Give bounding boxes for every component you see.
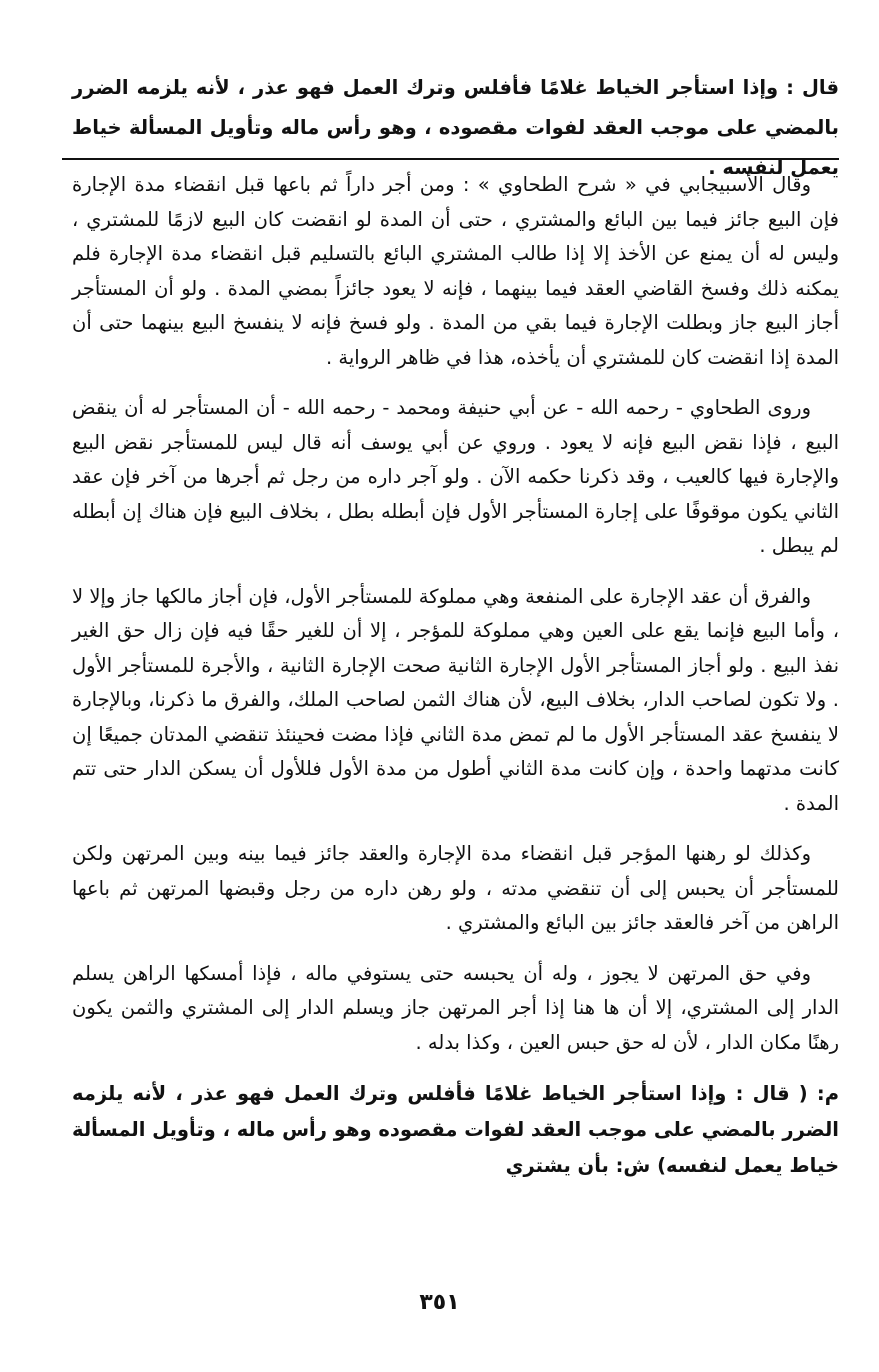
commentary-paragraph: والفرق أن عقد الإجارة على المنفعة وهي مملوكة للمستأجر الأول، فإن أجاز مالكها جاز وإلا لا ، وأما البيع فإنما يقع على العين وهي مملوكة للمؤجر ، إلا أن للغير حقًا فيه فإن زال حق الغير نفذ البيع . ولو أجاز المستأجر الأول الإجارة الثانية صحت الإجارة الثانية ، والأجرة للمستأجر الأول . ولا تكون لصاحب الدار، بخلاف البيع، لأن هناك الثمن لصاحب الملك، والفرق ما ذكرنا، وبالإجارة لا ينفسخ عقد المستأجر الأول ما لم تمض مدة الثاني فإذا مضت فحينئذ تنقضي المدتان جميعًا إن كانت مدتهما واحدة ، وإن كانت مدة الثاني أطول من مدة الأول فللأول أن يسكن الدار حتى تتم المدة . bbox=[72, 584, 839, 815]
page-number: ٣٥١ bbox=[419, 1290, 460, 1315]
commentary-paragraph: وروى الطحاوي - رحمه الله - عن أبي حنيفة ومحمد - رحمه الله - أن المستأجر له أن ينقض البيع ، فإذا نقض البيع فإنه لا يعود . وروي عن أبي يوسف أنه قال ليس للمستأجر نقض البيع والإجارة فيها كالعيب ، وقد ذكرنا حكمه الآن . ولو آجر داره من رجل ثم أجرها من آخر فإن عقد الثاني يكون موقوفًا على إجارة المستأجر الأول فإن أبطله بطل ، بخلاف البيع فإن هناك إن أبطله لم يبطل . bbox=[72, 396, 839, 557]
section-divider bbox=[62, 158, 839, 160]
commentary-paragraph: وقال الأسبيجابي في « شرح الطحاوي » : ومن أجر داراً ثم باعها قبل انقضاء مدة الإجارة فإن البيع جائز فيما بين البائع والمشتري ، حتى أن المدة لو انقضت كان البيع لازمًا للمشتري ، وليس له أن يمنع عن الأخذ إلا إذا طالب المشتري البائع بالتسليم قبل انقضاء مدة الإجارة فلم يمكنه ذلك وفسخ القاضي العقد فيما بينهما ، فإنه لا يعود جائزاً بمضي المدة . ولو أن المستأجر أجاز البيع جاز وبطلت الإجارة فيما بقي من المدة . ولو فسخ فإنه لا ينفسخ البيع بينهما حتى أن المدة إذا انقضت كان للمشتري أن يأخذه، هذا في ظاهر الرواية . bbox=[72, 173, 839, 369]
commentary-paragraph: وكذلك لو رهنها المؤجر قبل انقضاء مدة الإجارة والعقد جائز فيما بينه وبين المرتهن ولكن للمستأجر أن يحبس إلى أن تنقضي مدته ، ولو رهن داره من رجل وقبضها المرتهن ثم باعها الراهن من آخر فالعقد جائز بين البائع والمشتري . bbox=[72, 842, 839, 934]
matn-quote-paragraph: م: ( قال : وإذا استأجر الخياط غلامًا فأفلس وترك العمل فهو عذر ، لأنه يلزمه الضرر بالمضي على موجب العقد لفوات مقصوده وهو رأس ماله ، وتأويل المسألة خياط يعمل لنفسه) ش: بأن يشتري bbox=[72, 1082, 839, 1177]
commentary-paragraph: وفي حق المرتهن لا يجوز ، وله أن يحبسه حتى يستوفي ماله ، فإذا أمسكها الراهن يسلم الدار إلى المشتري، إلا أن ها هنا إذا أجر المرتهن جاز ويسلم الدار إلى المشتري والثمن يكون رهنًا مكان الدار ، لأن له حق حبس العين ، وكذا بدله . bbox=[72, 961, 839, 1054]
matn-header-text: قال : وإذا استأجر الخياط غلامًا فأفلس وترك العمل فهو عذر ، لأنه يلزمه الضرر بالمضي على موجب العقد لفوات مقصوده ، وهو رأس ماله وتأويل المسألة خياط يعمل لنفسه . bbox=[72, 75, 839, 179]
commentary-body bbox=[72, 168, 839, 1200]
